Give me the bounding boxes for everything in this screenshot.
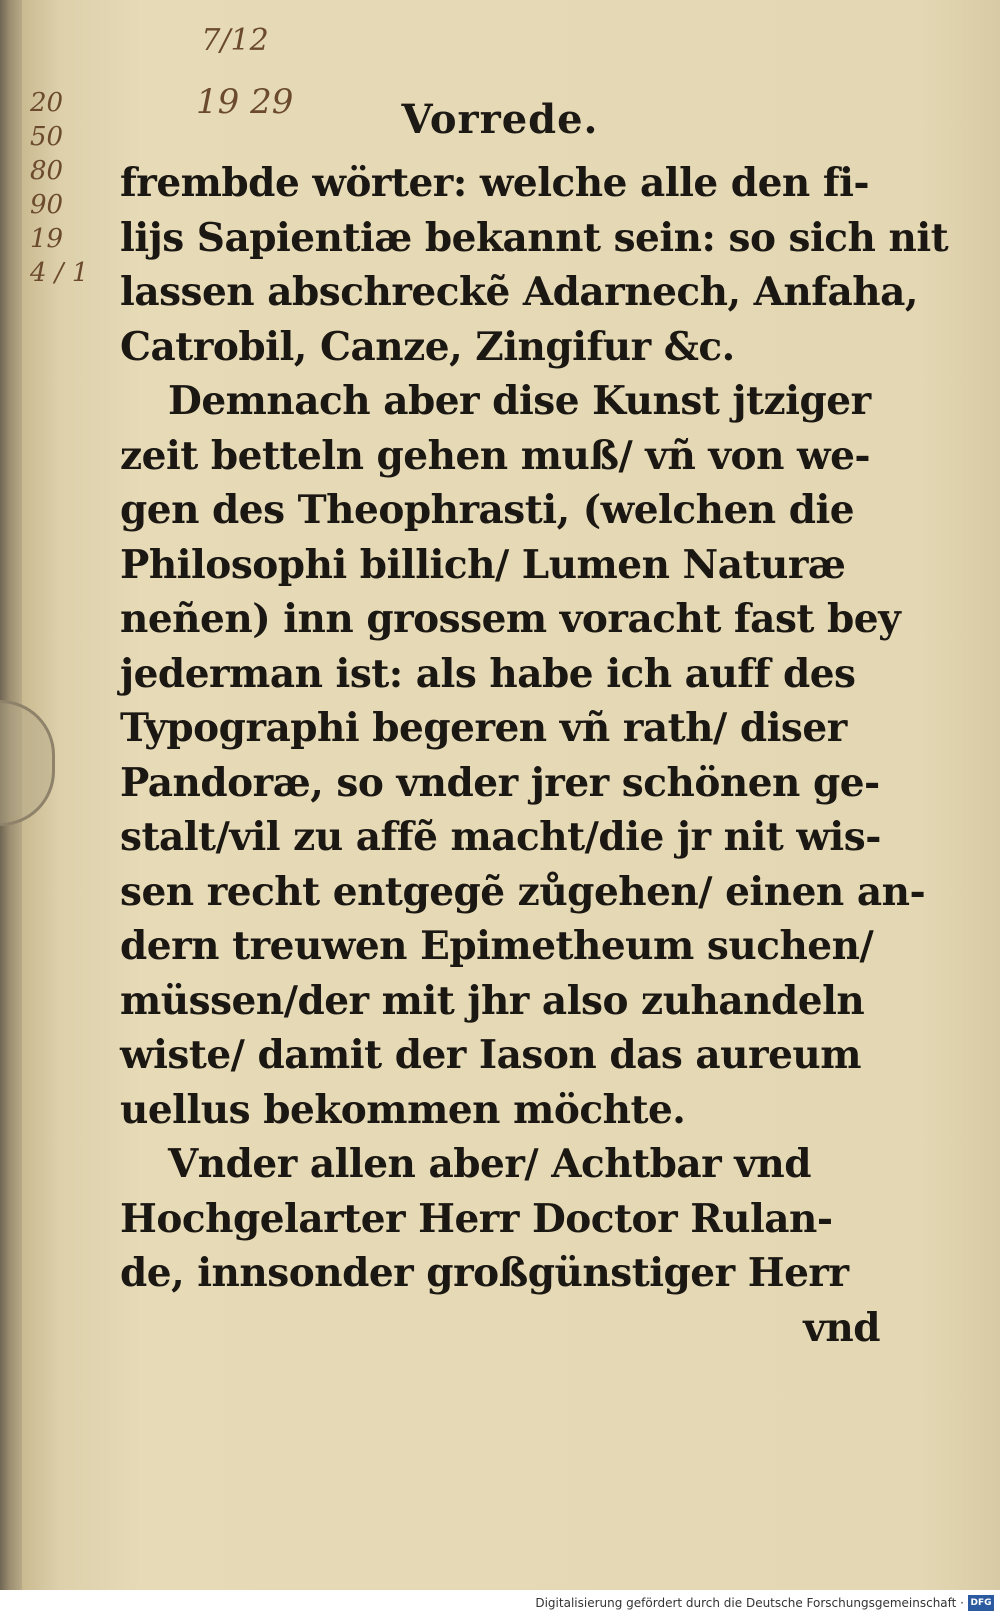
- text-line: Pandoræ, so vnder jrer schönen ge-: [120, 759, 880, 806]
- text-line: dern treuwen Epimetheum suchen/: [120, 923, 874, 969]
- handwritten-numbers: 19 29: [196, 82, 294, 122]
- margin-tally-entry: 4 / 1: [30, 258, 89, 288]
- text-line: müssen/der mit jhr also zuhandeln: [120, 977, 865, 1024]
- text-line: zeit betteln gehen muß/ vñ von we-: [120, 432, 871, 479]
- margin-tally-entry: 90: [30, 190, 64, 220]
- running-head: Vorrede.: [401, 96, 599, 143]
- text-line: sen recht entgegẽ zůgehen/ einen an-: [120, 868, 926, 915]
- margin-tally-entry: 50: [30, 122, 64, 152]
- text-line: uellus bekommen möchte.: [120, 1086, 686, 1133]
- text-line: Vnder allen aber/ Achtbar vnd: [168, 1141, 812, 1187]
- text-line: stalt/vil zu affẽ macht/die jr nit wis-: [120, 814, 881, 860]
- text-line: Hochgelarter Herr Doctor Rulan-: [120, 1195, 833, 1242]
- margin-tally-entry: 80: [30, 156, 64, 186]
- text-line: lijs Sapientiæ bekannt sein: so sich nit: [120, 214, 949, 261]
- text-line: Demnach aber dise Kunst jtziger: [168, 378, 871, 424]
- text-line: wiste/ damit der Iason das aureum: [120, 1032, 862, 1078]
- text-line: gen des Theophrasti, (welchen die: [120, 487, 855, 533]
- text-line: lassen abschreckẽ Adarnech, Anfaha,: [120, 269, 918, 315]
- handwritten-fraction: 7/12: [201, 23, 269, 58]
- text-line: de, innsonder großgünstiger Herr: [120, 1250, 849, 1296]
- text-line: Typographi begeren vñ rath/ diser: [120, 705, 847, 751]
- margin-tally-entry: 19: [30, 224, 64, 254]
- text-line: Philosophi billich/ Lumen Naturæ: [120, 541, 846, 588]
- catchword: vnd: [803, 1304, 880, 1351]
- margin-tally-entry: 20: [30, 88, 64, 118]
- text-line: Catrobil, Canze, Zingifur &c.: [120, 323, 735, 370]
- body-text: [120, 156, 949, 1355]
- text-line: frembde wörter: welche alle den fi-: [120, 160, 870, 206]
- footer-credit: Digitalisierung gefördert durch die Deutsche Forschungsgemeinschaft ·: [535, 1596, 964, 1610]
- dfg-logo-icon: DFG: [968, 1595, 994, 1611]
- text-line: jederman ist: als habe ich auff des: [120, 650, 856, 697]
- text-line: neñen) inn grossem voracht fast bey: [120, 596, 901, 642]
